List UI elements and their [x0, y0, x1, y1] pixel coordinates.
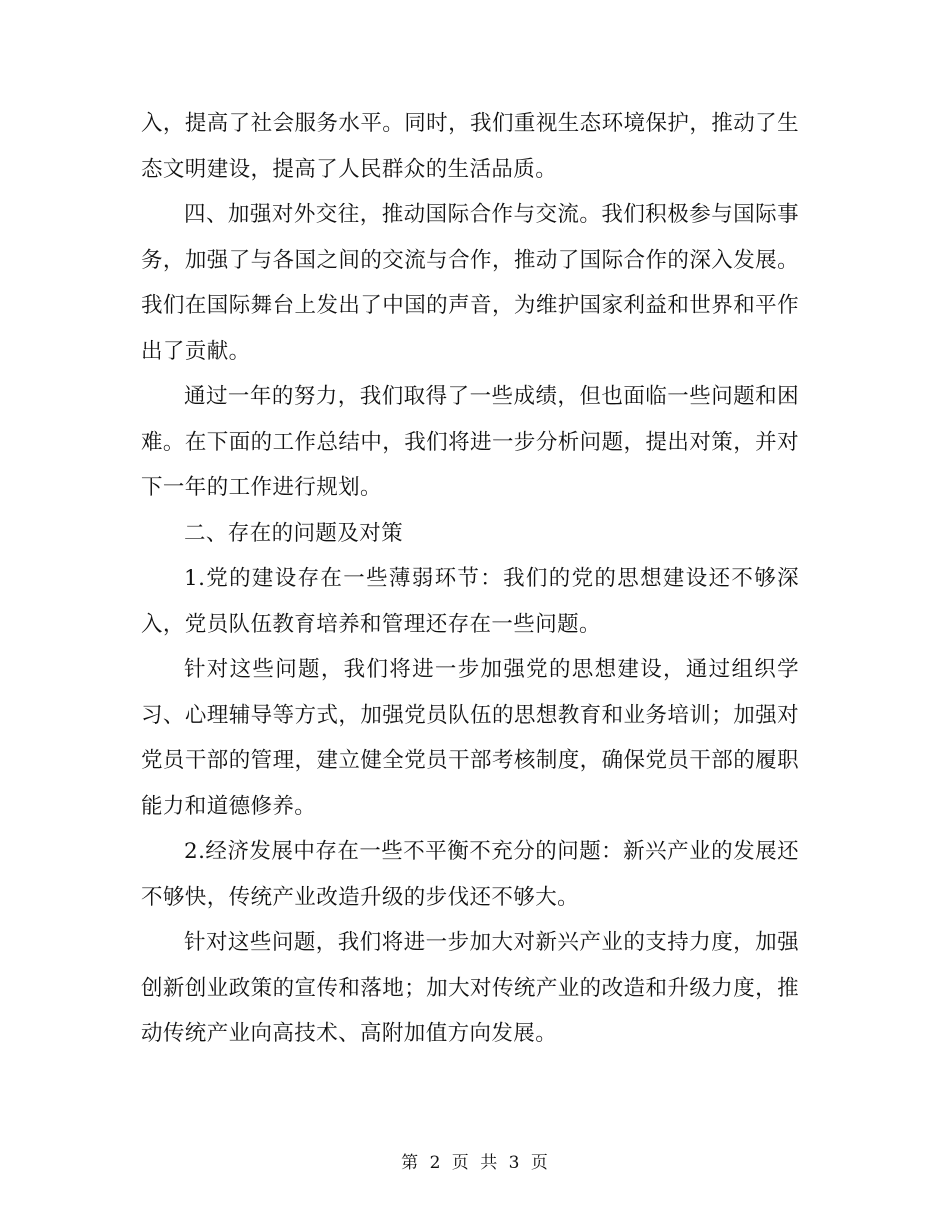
paragraph-6: 2.经济发展中存在一些不平衡不充分的问题：新兴产业的发展还不够快，传统产业改造升级的步伐还不够大。 — [141, 839, 799, 910]
section-heading: 二、存在的问题及对策 — [184, 520, 404, 546]
paragraph-1: 入，提高了社会服务水平。同时，我们重视生态环境保护，推动了生态文明建设，提高了人民群众的生活品质。 — [141, 111, 799, 182]
page-number-footer: 第 2 页 共 3 页 — [401, 1153, 549, 1173]
paragraph-2: 四、加强对外交往，推动国际合作与交流。我们积极参与国际事务，加强了与各国之间的交流与合作，推动了国际合作的深入发展。我们在国际舞台上发出了中国的声音，为维护国家利益和世界和平作出了贡献。 — [141, 202, 799, 364]
paragraph-4: 1.党的建设存在一些薄弱环节：我们的党的思想建设还不够深入，党员队伍教育培养和管理还存在一些问题。 — [141, 566, 799, 637]
paragraph-3: 通过一年的努力，我们取得了一些成绩，但也面临一些问题和困难。在下面的工作总结中，我们将进一步分析问题，提出对策，并对下一年的工作进行规划。 — [141, 384, 799, 500]
document-body — [141, 101, 799, 1057]
paragraph-5: 针对这些问题，我们将进一步加强党的思想建设，通过组织学习、心理辅导等方式，加强党员队伍的思想教育和业务培训；加强对党员干部的管理，建立健全党员干部考核制度，确保党员干部的履职能力和道德修养。 — [141, 657, 799, 819]
paragraph-7: 针对这些问题，我们将进一步加大对新兴产业的支持力度，加强创新创业政策的宣传和落地；加大对传统产业的改造和升级力度，推动传统产业向高技术、高附加值方向发展。 — [141, 930, 799, 1046]
